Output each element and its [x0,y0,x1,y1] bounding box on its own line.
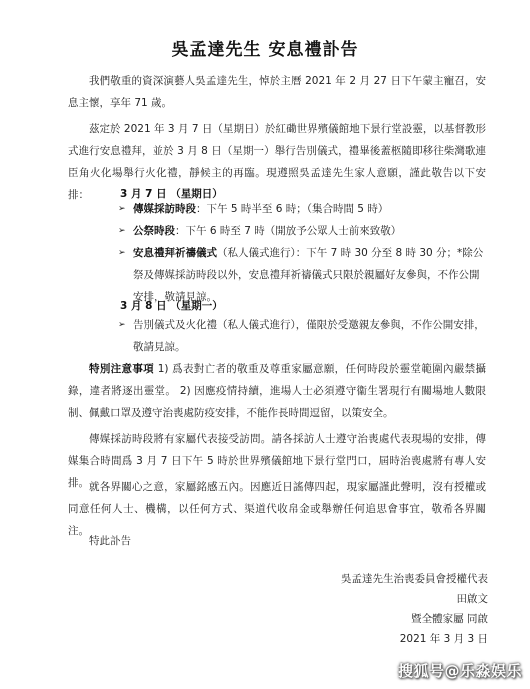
watermark: 搜狐号@乐淼娱乐 [397,662,522,680]
arrangement-paragraph: 茲定於 2021 年 3 月 7 日（星期日）於紅磡世界殯儀館地下景行堂設靈，以基督教形式進行安息禮拜，並於 3 月 8 日（星期一）舉行告別儀式，禮畢後蓋柩隨即移往柴灣歌連臣角火化場舉行火化禮，靜候主的再臨。現遵照吳孟達先生家人意願，謹此敬告以下安排： [68,123,486,201]
media-paragraph: 傳媒採訪時段將有家屬代表接受訪問。請各採訪人士遵守治喪處代表現場的安排，傳媒集合時間爲 3 月 7 日下午 5 時於世界殯儀館地下景行堂門口，屆時治喪處將有專人安排。 [68,433,486,489]
intro-paragraph: 我們敬重的資深演藝人吳孟達先生，悼於主曆 2021 年 2 月 27 日下午蒙主寵召，安息主懷，享年 71 歲。 [68,75,486,109]
arrow-bullet-icon: ➢ [118,320,126,330]
item-text: ：下午 6 時至 7 時（開放予公眾人士前來致敬） [175,225,402,237]
statement-paragraph: 就各界關心之意，家屬銘感五內。因應近日謠傳四起，現家屬謹此聲明，沒有授權或同意任何人士、機構，以任何方式、渠道代收帛金或舉辦任何追思會事宜，敬希各界關注。 [68,481,486,537]
closing-paragraph: 特此訃告 [89,535,131,547]
arrow-bullet-icon: ➢ [118,204,126,214]
item-text: ：下午 5 時半至 6 時；（集合時間 5 時） [196,203,389,215]
day1-item-2 [118,220,488,242]
arrow-bullet-icon: ➢ [118,248,126,258]
signature-representative: 田啟文 [456,593,488,605]
day2-heading: 3 月 8 日 （星期一） [120,300,223,312]
item-label: 安息禮拜祈禱儀式 [133,247,217,259]
notice-text: 1) 爲表對亡者的敬重及尊重家屬意願，任何時段於靈堂範圍內嚴禁攝錄，違者將逐出靈堂。 2) 因應疫情持續，進場人士必須遵守衞生署現行有關場地人數限制、佩戴口罩及遵守治喪處防疫安排，不能作長時間逗留，以策安全。 [68,363,487,419]
item-text: 告別儀式及火化禮（私人儀式進行），僅限於受邀親友參與，不作公開安排，敬請見諒。 [133,319,485,353]
signature-date: 2021 年 3 月 3 日 [399,633,488,645]
day2-item-1 [118,314,488,358]
notice-label: 特別注意事項 [89,363,155,375]
day1-item-1 [118,198,488,220]
item-text: （私人儀式進行）：下午 7 時 30 分至 8 時 30 分；*除公祭及傳媒採訪時段以外，安息禮拜祈禱儀式只限於親屬好友參與，不作公開安排，敬請見諒。 [133,247,484,303]
notice-paragraph [68,358,486,424]
item-label: 公祭時段 [133,225,175,237]
day1-heading: 3 月 7 日 （星期日） [120,188,223,200]
signature-committee: 吳孟達先生治喪委員會授權代表 [341,573,488,585]
item-label: 傳媒採訪時段 [133,203,196,215]
signature-family: 暨全體家屬 同啟 [411,613,488,625]
arrow-bullet-icon: ➢ [118,226,126,236]
page-title: 吳孟達先生 安息禮訃告 [171,40,359,60]
